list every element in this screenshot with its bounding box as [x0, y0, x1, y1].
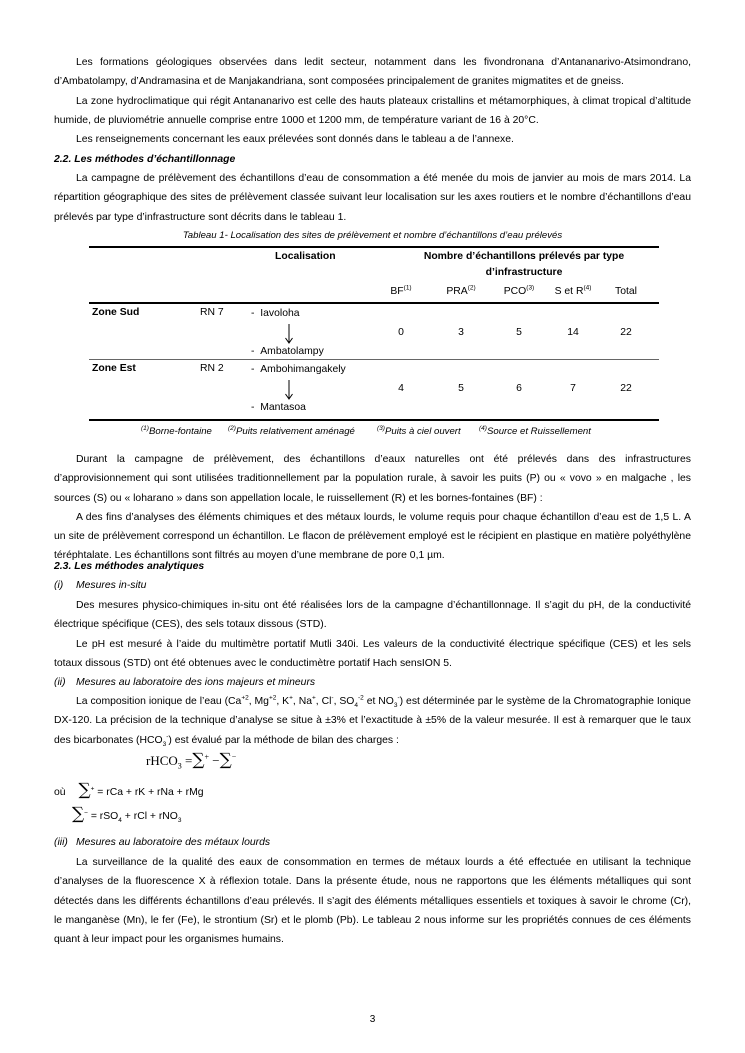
subheading-in-situ: (i) Mesures in-situ	[54, 580, 147, 591]
paragraph-in-situ: Des mesures physico-chimiques in-situ ont été réalisées lors de la campagne d’échantillonnage. Il s’agit du pH, de la conductivité électrique spécifique (CES), des sels totaux dissous (STD).	[54, 600, 691, 631]
paragraph-annex: Les renseignements concernant les eaux prélevées sont donnés dans le tableau a de l’annexe.	[76, 134, 514, 146]
page-number: 3	[369, 1014, 376, 1025]
sum-positive-line: où ∑+ = rCa + rK + rNa + rMg	[54, 780, 204, 800]
header-localisation: Localisation	[275, 251, 336, 262]
row2-bf: 4	[398, 383, 404, 394]
subheading-metals: (iii) Mesures au laboratoire des métaux lourds	[54, 837, 271, 848]
row2-pco: 6	[516, 383, 522, 394]
row1-pra: 3	[458, 327, 464, 338]
paragraph-climate: La zone hydroclimatique qui régit Antananarivo est celle des hauts plateaux cristallins et métamorphiques, à climat tropical d’altitude humide, de pluviométrie annuelle comprise entre 1000 et 1200 mm, de température variant de 16 à 20°C.	[54, 95, 691, 126]
table-top-rule	[89, 246, 659, 248]
sum-negative-line: ∑− = rSO$_4$ + rCl + rNO$_3$	[72, 804, 182, 825]
col-header-pco: PCO$^{(3)}$	[503, 284, 535, 297]
sampling-text	[54, 169, 691, 227]
paragraph-infrastructures: Durant la campagne de prélèvement, des échantillons d’eaux naturelles ont été prélevés dans des infrastructures d’approvisionnement qui sont utilisées traditionnellement par la population rurale, à savoir les puits (P) ou « vovo » en malgache , les sources (S) ou « loharano » dans son appellation locale, le ruissellement (R) et les bornes-fontaines (BF) :	[54, 454, 691, 504]
table-note-3: $^{(3)}$Puits à ciel ouvert	[377, 424, 461, 437]
row2-zone: Zone Est	[92, 363, 136, 374]
table-bottom-rule	[89, 419, 659, 421]
paragraph-ionic-composition: La composition ionique de l’eau ($Ca^{+2}$, $Mg^{+2}$, K+, Na+, Cl-, $SO_4^{-2}$ et $NO_3^-$) est déterminée par le système de la Chromatographie Ionique DX-120. La précision de la technique d’analyse se situe à ±3% et l’exactitude à ±5% de la valeur mesurée. Il est à remarquer que le taux des bicarbonates $(HCO_3^-)$ est évalué par la méthode de bilan des charges :	[54, 694, 691, 748]
arrow-down-icon	[284, 324, 294, 344]
col-header-total: Total	[615, 286, 637, 297]
section-heading-sampling: 2.2. Les méthodes d’échantillonnage	[54, 154, 236, 165]
section-heading-analytics: 2.3. Les méthodes analytiques	[54, 561, 205, 572]
table-row-divider	[89, 359, 659, 360]
row1-pco: 5	[516, 327, 522, 338]
row1-s-et-r: 14	[567, 327, 579, 338]
row2-from: - Ambohimangakely	[251, 364, 346, 375]
row1-bf: 0	[398, 327, 404, 338]
intro-text	[54, 53, 691, 149]
table-note-2: $^{(2)}$Puits relativement aménagé	[228, 424, 355, 437]
row1-total: 22	[620, 327, 632, 338]
table-note-4: $^{(4)}$Source et Ruissellement	[479, 424, 591, 437]
ions-text	[54, 692, 691, 750]
table-1	[89, 246, 659, 421]
col-header-bf: BF$^{(1)}$	[390, 284, 412, 297]
row1-route: RN 7	[200, 307, 224, 318]
row2-route: RN 2	[200, 363, 224, 374]
table-note-1: $^{(1)}$Borne-fontaine	[141, 424, 212, 437]
row1-to: - Ambatolampy	[251, 346, 324, 357]
row2-total: 22	[620, 383, 632, 394]
paragraph-ph: Le pH est mesuré à l’aide du multimètre portatif Mutli 340i. Les valeurs de la conductivité électrique spécifique (CES) et les sels totaux dissous (STD) ont été obtenues avec le conductimètre portatif Hach sensION 5.	[54, 638, 691, 669]
in-situ-text	[54, 596, 691, 673]
table1-caption: Tableau 1- Localisation des sites de prélèvement et nombre d’échantillons d’eau prélevés	[182, 230, 563, 241]
paragraph-heavy-metals: La surveillance de la qualité des eaux de consommation en termes de métaux lourds a été effectuée en utilisant la technique d’analyses de la fluorescence X à réflexion totale. Dans la présente étude, nous ne rapportons que les éléments métalliques qui sont détectés dans les différents échantillons d’eau prélevés. Il s’agit des éléments métalliques essentiels et toxiques à savoir le chrome (Cr), le manganèse (Mn), le fer (Fe), le strontium (Sr) et le plomb (Pb). Le tableau 2 nous informe sur les propriétés connues de ces éléments quant à leur impact pour les organismes humains.	[54, 857, 691, 946]
subheading-ions: (ii) Mesures au laboratoire des ions majeurs et mineurs	[54, 677, 316, 688]
paragraph-geology: Les formations géologiques observées dans ledit secteur, notamment dans les fivondronana d’Antananarivo-Atsimondrano, d’Ambatolampy, d’Andramasina et de Manjakandriana, sont composées principalement de granites migmatites et de gneiss.	[54, 57, 691, 88]
row1-zone: Zone Sud	[92, 307, 140, 318]
row2-to: - Mantasoa	[251, 402, 306, 413]
col-header-pra: PRA$^{(2)}$	[446, 284, 476, 297]
formula-bicarbonate: rHCO$_3$ =∑+ −∑−	[146, 750, 237, 771]
header-count-line2: d’infrastructure	[485, 267, 563, 278]
header-count-line1: Nombre d’échantillons prélevés par type	[423, 251, 625, 262]
col-header-s-et-r: S et $R^{(4)}$	[554, 284, 592, 297]
campaign-text	[54, 450, 691, 566]
arrow-down-icon	[284, 380, 294, 400]
table-header-rule	[89, 302, 659, 304]
row2-pra: 5	[458, 383, 464, 394]
paragraph-campaign: La campagne de prélèvement des échantillons d’eau de consommation a été menée du mois de janvier au mois de mars 2014. La répartition géographique des sites de prélèvement classée suivant leur localisation sur les axes routiers et le nombre d’échantillons d’eau prélevés par type d’infrastructure sont décrits dans le tableau 1.	[54, 173, 691, 223]
metals-text	[54, 853, 691, 949]
row2-s-et-r: 7	[570, 383, 576, 394]
row1-from: - Iavoloha	[251, 308, 300, 319]
paragraph-volume: A des fins d’analyses des éléments chimiques et des métaux lourds, le volume requis pour chaque échantillon d’eau est de 1,5 L. A un site de prélèvement correspond un échantillon. Le flacon de prélèvement employé est le récipient en plastique en matière polyéthylène téréphtalate. Les échantillons sont filtrés au moyen d’une membrane de pore 0,1 µm.	[54, 511, 691, 562]
